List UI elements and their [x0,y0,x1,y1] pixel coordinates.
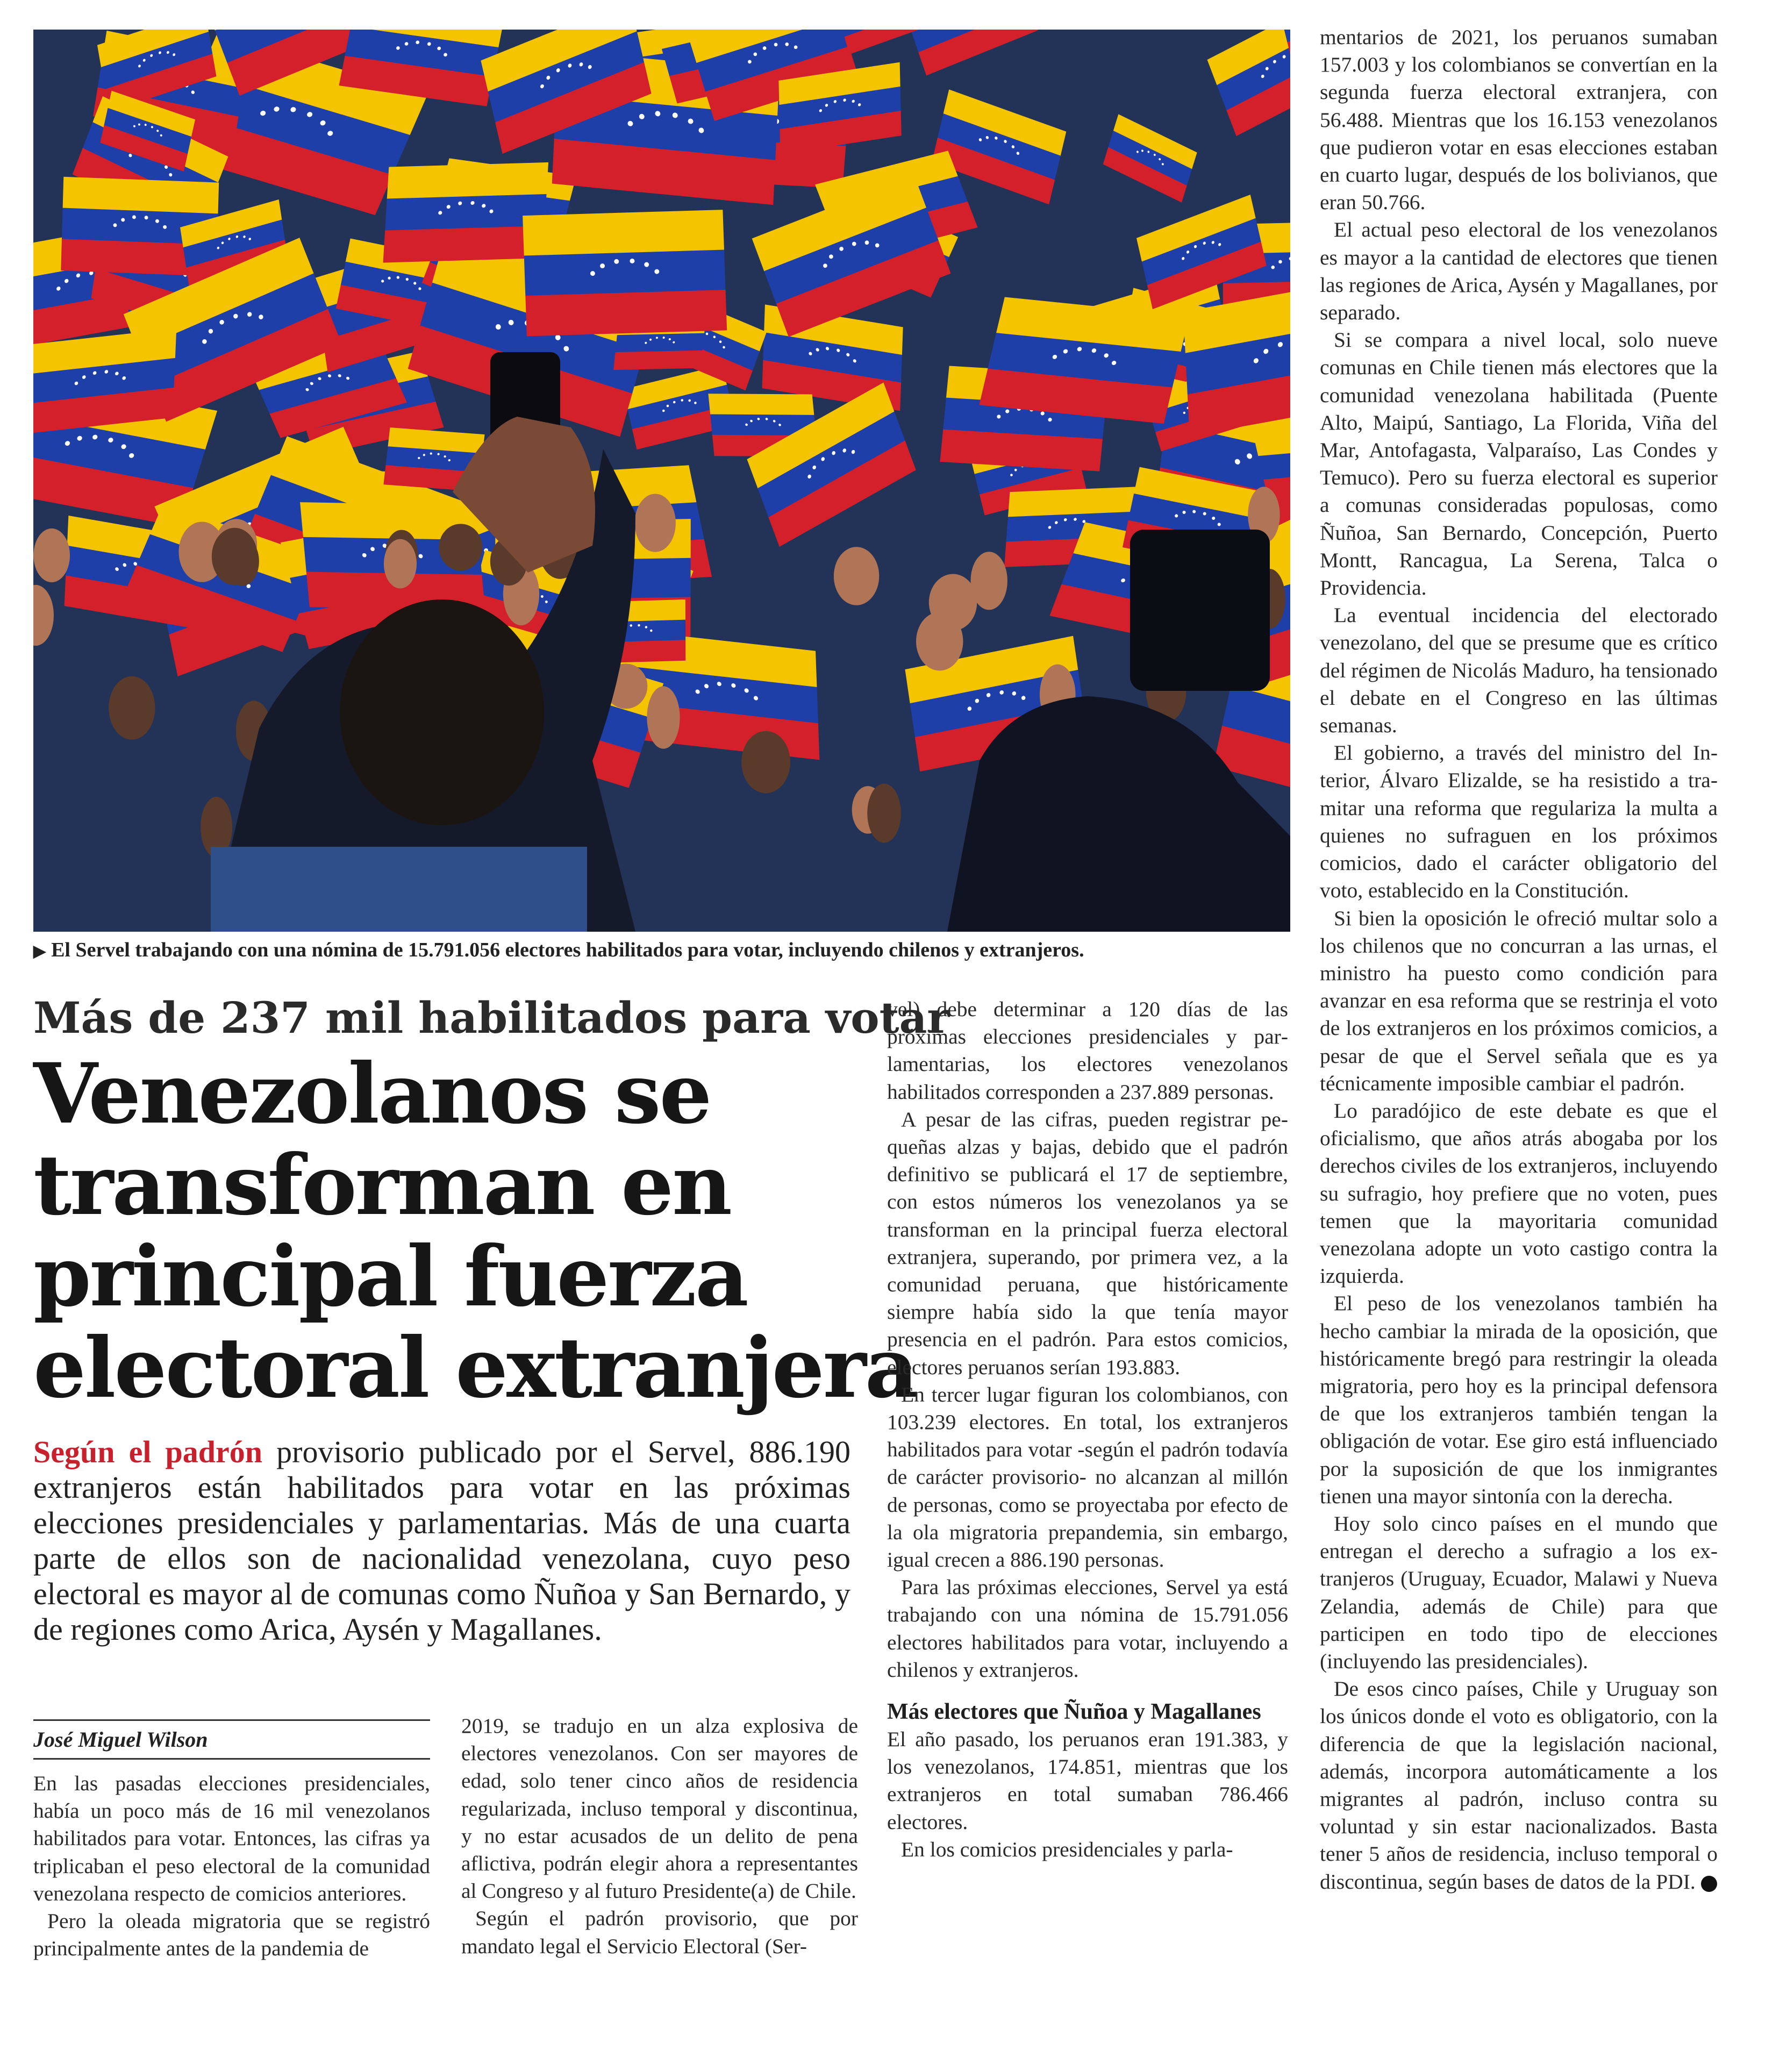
headline-line: transforman en [33,1137,731,1234]
flag-stripe [63,177,219,215]
paragraph: El peso de los venezolanos también ha hecho cambiar la mirada de la oposición, que históricamente bregó para restringir la oleada migratoria, pero hoy es la principal defensora de que los extranjeros también tengan la obligación de votar. Ese giro está influenciado por la suposición de que los inmigrantes tienen una mayor sintonía con la derecha. [1320,1291,1718,1508]
paragraph: mentarios de 2021, los peruanos sumaban 157.003 y los colombianos se convertían en la segunda fuerza electoral extranjera, con 56.488. Mientras que los 16.153 venezolanos que pudieron votar en esas elecciones estaban en cuarto lugar, después de los bolivianos, que eran 50.766. [1320,25,1718,215]
flag-stripe [524,250,726,296]
flag-stripe [525,290,727,336]
body-column-2 [461,1712,858,1960]
crowd-person [384,539,417,589]
body-column-1 [33,1770,430,1962]
caption-text: El Servel trabajando con una nómina de 15.791.056 electores habilitados para votar, incluyendo chilenos y extranjeros. [51,939,1084,961]
flag-stripe [615,333,704,353]
crowd-person [834,547,879,605]
paragraph: Para las próximas elecciones, Servel ya está trabajando con una nómina de 15.791.056 electores habilitados para votar, incluyendo a chilenos y extranjeros. [887,1575,1288,1682]
body-column-3 [887,996,1288,1863]
person-head [340,599,544,825]
flag [523,210,727,336]
paragraph-text: De esos cinco países, Chile y Uruguay son los únicos donde el voto es obligatorio, con la diferencia de que la legislación nacional, además, incorpora automáticamente a los migrantes al padrón, incluso contra su voluntad y sin estar nacionalizados. Basta tener 5 años de residencia, incluso temporal o discontinua, según bases de datos de la PDI. [1320,1677,1718,1894]
paragraph: Si se compara a nivel local, solo nueve comunas en Chile tienen más electores que la comunidad venezolana habilitada (Puente Alto, Maipú, Santiago, La Florida, Viña del Mar, Antofagasta, Valparaíso, Las Condes y Temuco). Pero su fuerza electoral es superior a comunas consideradas populosas, como Ñuñoa, San Bernardo, Concepción, Puerto Montt, Rancagua, La Serena, Talca o Providencia. [1320,328,1718,600]
paragraph: Si bien la oposición le ofreció multar solo a los chilenos que no concurran a las urnas, el ministro ha puesto como condición para avanzar en esa reforma que se restrinja el voto de los extranjeros en los próximos comicios, a pesar de que el Servel señala que es ya técnicamente imposible cambiar el padrón. [1320,906,1718,1095]
crowd-person [212,528,258,585]
paragraph: El gobierno, a través del ministro del Interior, Álvaro Elizalde, se ha resistido a tramitar una reforma que regulariza la multa a quienes no sufraguen en los próximos comicios, dado el carácter obligatorio del voto, establecido en la Constitución. [1320,741,1718,903]
byline: José Miguel Wilson [33,1727,208,1752]
paragraph: Según el padrón provisorio, que por mandato legal el Servicio Electoral (Ser- [461,1906,858,1958]
paragraph: A pesar de las cifras, pueden registrar pequeñas alzas y bajas, debido que el padrón definitivo se publicará el 17 de septiembre, con estos números los venezolanos ya se transforman en la principal fuerza electoral extranjera, superando, por primera vez, a la comunidad peruana, que históricamente siempre había sido la que tenía mayor presencia en el padrón. Para estos comicios, electores peruanos serían 193.883. [887,1107,1288,1379]
paragraph: 2019, se tradujo en un alza explosiva de electores venezolanos. Con ser mayores de edad, solo tener cinco años de residencia regularizada, incluso temporal y discontinua, y no estar acusados de un delito de pena aflictiva, podrán elegir ahora a representantes al Congreso y al futuro Presidente(a) de Chile. [461,1714,858,1903]
flag-stripe [523,210,724,256]
lede-lead: Según el padrón [33,1434,263,1469]
paragraph: Lo paradójico de este debate es que el oficialismo, que años atrás abogaba por los derechos civiles de los extranjeros, incluyendo su sufragio, hoy prefiere que no voten, pues temen que la mayoritaria comunidad venezolana adopte un voto castigo contra la izquierda. [1320,1098,1718,1288]
lede-text: provisorio publicado por el Servel, 886.190 extranjeros están habilitados para votar en las próximas elecciones presidenciales y parlamentarias. Más de una cuarta parte de ellos son de nacionalidad venezolana, cuyo peso electoral es mayor al de comunas como Ñuñoa y San Bernardo, y de regiones como Arica, Aysén y Magallanes. [33,1434,850,1647]
byline-bottom-rule [33,1758,430,1760]
paragraph: En tercer lugar figuran los colombianos, con 103.239 electores. En total, los extranjeros habilitados para votar -según el padrón todavía de carácter provisorio- no alcanzan al millón de personas, como se proyectaba por efecto de la ola migratoria prepandemia, sin embargo, igual crecen a 886.190 personas. [887,1382,1288,1572]
paragraph: Pero la oleada migratoria que se registró principalmente antes de la pandemia de [33,1909,430,1961]
flag [979,297,1189,424]
photo-caption [33,938,1290,962]
crowd-person [109,676,155,740]
paragraph: El año pasado, los peruanos eran 191.383, y los venezolanos, 174.851, mientras que los extranjeros en total sumaban 786.466 electores. [887,1727,1288,1834]
paragraph: En los comicios presidenciales y parla- [901,1837,1233,1861]
flag [33,328,176,434]
headline-line: electoral extranjera [33,1319,917,1417]
headline-line: principal fuerza [33,1228,747,1325]
crowd-person [33,528,70,582]
article-photo [33,30,1290,932]
kicker: Más de 237 mil habilitados para votar [33,992,950,1043]
paragraph: El actual peso electoral de los venezolanos es mayor a la cantidad de electores que tienen las regiones de Arica, Aysén y Magallanes, por separado. [1320,218,1718,325]
lede [33,1434,850,1647]
flag-stripe [387,162,548,199]
paragraph [1320,1675,1718,1896]
crowd-person [647,686,680,748]
end-of-article-icon [1701,1876,1717,1892]
flag-stripe [383,226,545,263]
subheading: Más electores que Ñuñoa y Magallanes [887,1699,1261,1725]
flag-stripe [385,194,546,231]
flag-stripe [613,351,703,370]
body-column-4 [1320,24,1718,1896]
crowd-person [867,784,901,843]
crowd-person [929,574,977,631]
flag-stripe [708,394,814,416]
byline-top-rule [33,1719,430,1721]
crowd-person [439,524,482,570]
camera [1130,530,1270,691]
crowd-flags-illustration [33,30,1290,932]
paragraph: Hoy solo cinco países en el mundo que entregan el derecho a sufragio a los extranjeros (Uruguay, Ecuador, Malawi y Nueva Zelandia, además de Chile) para que participen en todo tipo de elecciones (incluyendo las presidenciales). [1320,1511,1718,1673]
crowd-person [635,494,676,552]
headline-line: Venezolanos se [33,1045,711,1142]
crowd-person [741,731,790,794]
paragraph: vel) debe determinar a 120 días de las próximas elecciones presidenciales y parlamentarias, los electores venezolanos habilitados corresponden a 237.889 personas. [887,997,1288,1104]
flag [383,162,549,263]
headline [33,1045,917,1417]
paragraph: En las pasadas elecciones presidenciales, había un poco más de 16 mil venezolanos habilitados para votar. Entonces, las cifras ya triplicaban el peso electoral de la comunidad venezolana respecto de comicios anteriores. [33,1771,430,1905]
paragraph: La eventual incidencia del electorado venezolano, del que se presume que es crítico del régimen de Nicolás Maduro, ha tensionado el debate en el Congreso en las últimas semanas. [1320,603,1718,738]
caption-arrow-icon: ▶ [33,942,46,960]
audience-shirt [211,847,587,932]
